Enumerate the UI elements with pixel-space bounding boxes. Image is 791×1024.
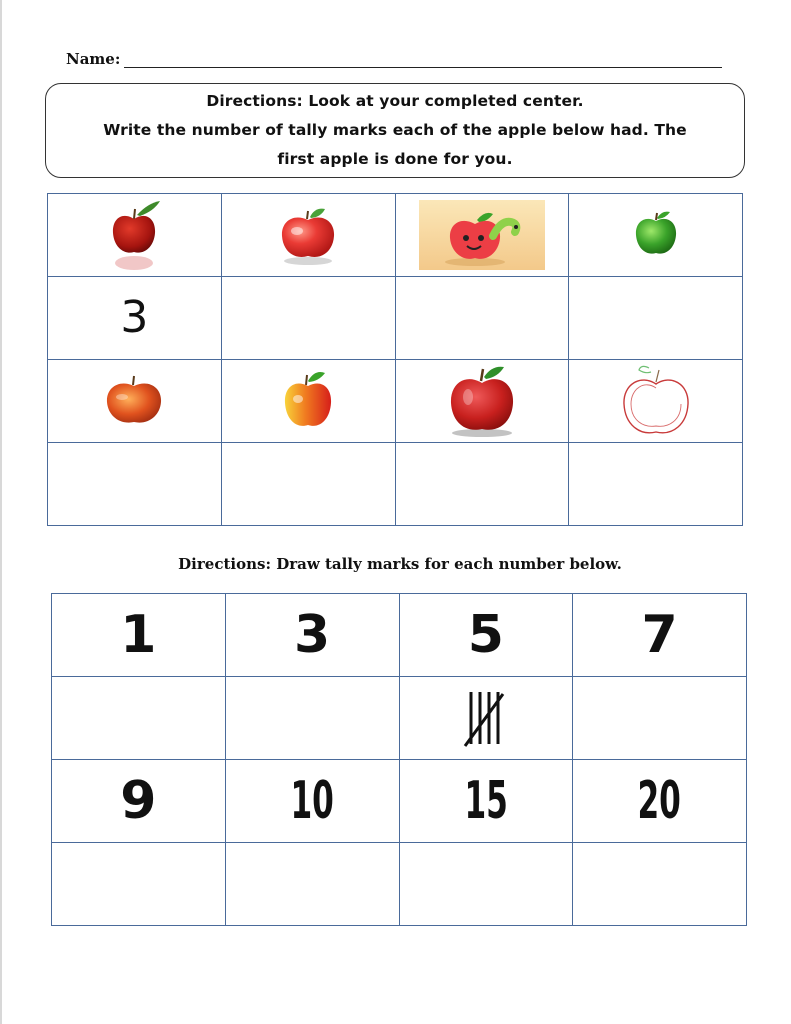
red-apple-icon [104,197,164,273]
answer-cell-2[interactable] [221,277,395,360]
number-cell-5 [52,760,226,843]
number-label: 1 [120,605,157,665]
answer-text: 3 [120,292,149,343]
tally-cell-7[interactable] [399,843,573,926]
orange-red-apple-icon [103,373,165,429]
answer-cell-4[interactable] [569,277,743,360]
tally-cell-3[interactable] [399,677,573,760]
number-cell-6 [225,760,399,843]
number-cell-3 [399,594,573,677]
red-yellow-apple-icon [281,367,335,435]
tally-cell-6[interactable] [225,843,399,926]
tally-cell-5[interactable] [52,843,226,926]
number-cell-2 [225,594,399,677]
apple-cell-7 [395,360,569,443]
directions-box [45,83,745,178]
shiny-red-apple-icon [277,203,339,267]
number-label: 5 [467,605,504,665]
apple-cell-5 [48,360,222,443]
red-apple-icon [444,363,520,439]
green-apple-icon [632,208,680,262]
apple-table [47,193,743,526]
name-row [66,50,722,72]
apple-cell-1 [48,194,222,277]
answer-cell-6[interactable] [221,443,395,526]
tally-cell-1[interactable] [52,677,226,760]
outline-apple-icon [619,362,693,440]
apple-answer-row-2 [48,443,743,526]
tally-cell-8[interactable] [573,843,747,926]
number-label: 3 [294,605,331,665]
apple-cell-6 [221,360,395,443]
answer-cell-8[interactable] [569,443,743,526]
apple-row-1 [48,194,743,277]
directions-line-1: Directions: Look at your completed center. [206,92,584,110]
tally-cell-2[interactable] [225,677,399,760]
tally-marks-five-icon [461,686,511,750]
answer-cell-5[interactable] [48,443,222,526]
tally-row-2 [52,843,747,926]
number-cell-1 [52,594,226,677]
number-label: 9 [120,771,157,831]
apple-cell-2 [221,194,395,277]
directions-bottom: Directions: Draw tally marks for each number below. [178,555,622,573]
answer-cell-3[interactable] [395,277,569,360]
answer-cell-1[interactable] [48,277,222,360]
apple-cell-8 [569,360,743,443]
name-field[interactable] [124,67,722,68]
number-label: 10 [290,771,334,831]
directions-line-2: Write the number of tally marks each of the apple below had. The [103,121,687,139]
tally-row-1 [52,677,747,760]
tally-cell-4[interactable] [573,677,747,760]
number-label: 20 [637,771,682,831]
answer-cell-7[interactable] [395,443,569,526]
tally-table [51,593,747,926]
directions-line-3: first apple is done for you. [277,150,513,168]
page-edge [0,0,2,1024]
apple-answer-row-1 [48,277,743,360]
apple-cell-4 [569,194,743,277]
name-label: Name: [66,50,121,68]
number-cell-4 [573,594,747,677]
apple-row-2 [48,360,743,443]
number-label: 15 [464,771,508,831]
number-row-1 [52,594,747,677]
number-cell-8 [573,760,747,843]
apple-cell-3 [395,194,569,277]
number-row-2 [52,760,747,843]
number-label: 7 [641,605,678,665]
cartoon-apple-with-worm-icon [419,200,545,270]
number-cell-7 [399,760,573,843]
